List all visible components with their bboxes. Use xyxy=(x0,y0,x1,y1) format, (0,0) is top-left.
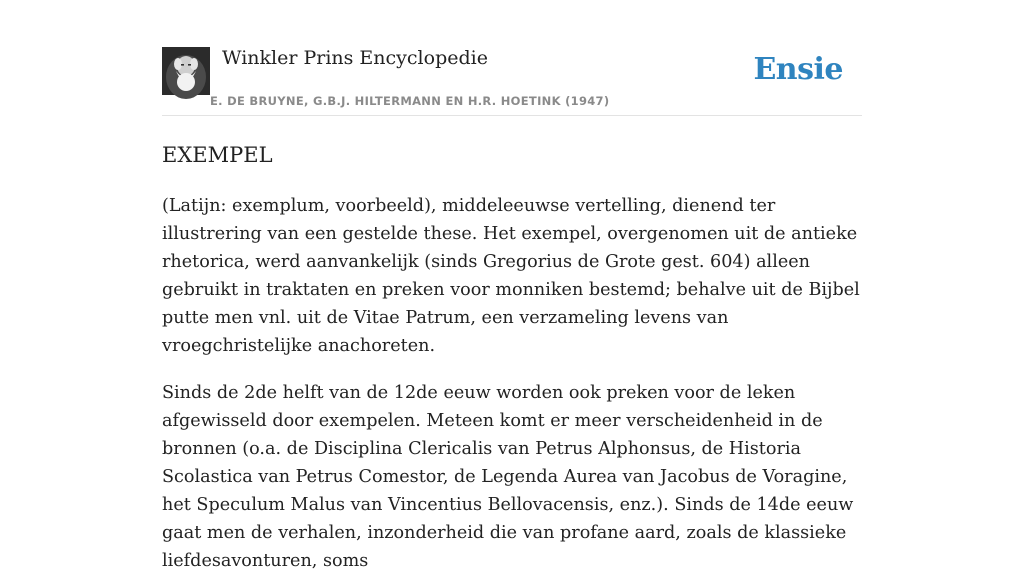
authors-line: E. DE BRUYNE, G.B.J. HILTERMANN EN H.R. HOETINK (1947) xyxy=(210,94,610,108)
entry-title: EXEMPEL xyxy=(162,143,273,167)
author-portrait-icon[interactable] xyxy=(162,47,210,95)
entry-paragraph-1: (Latijn: exemplum, voorbeeld), middeleeuwse vertelling, dienend ter illustrering van een gestelde these. Het exempel, overgenomen uit de antieke rhetorica, werd aanvankelijk (sinds Gregorius de Grote gest. 604) alleen gebruikt in traktaten en preken voor monniken bestemd; behalve uit de Bijbel putte men vnl. uit de Vitae Patrum, een verzameling levens van vroegchristelijke anachoreten. xyxy=(162,196,860,356)
content-column xyxy=(162,0,862,575)
book-title[interactable]: Winkler Prins Encyclopedie xyxy=(222,47,488,69)
entry-paragraph-2: Sinds de 2de helft van de 12de eeuw worden ook preken voor de leken afgewisseld door exempelen. Meteen komt er meer verscheidenheid in de bronnen (o.a. de Disciplina Clericalis van Petrus Alphonsus, de Historia Scolastica van Petrus Comestor, de Legenda Aurea van Jacobus de Voragine, het Speculum Malus van Vincentius Bellovacensis, enz.). Sinds de 14de eeuw gaat men de verhalen, inzonderheid die van profane aard, zoals de klassieke liefdesavonturen, soms xyxy=(162,383,854,571)
header xyxy=(162,0,862,116)
brand-logo[interactable]: Ensie xyxy=(753,52,843,87)
